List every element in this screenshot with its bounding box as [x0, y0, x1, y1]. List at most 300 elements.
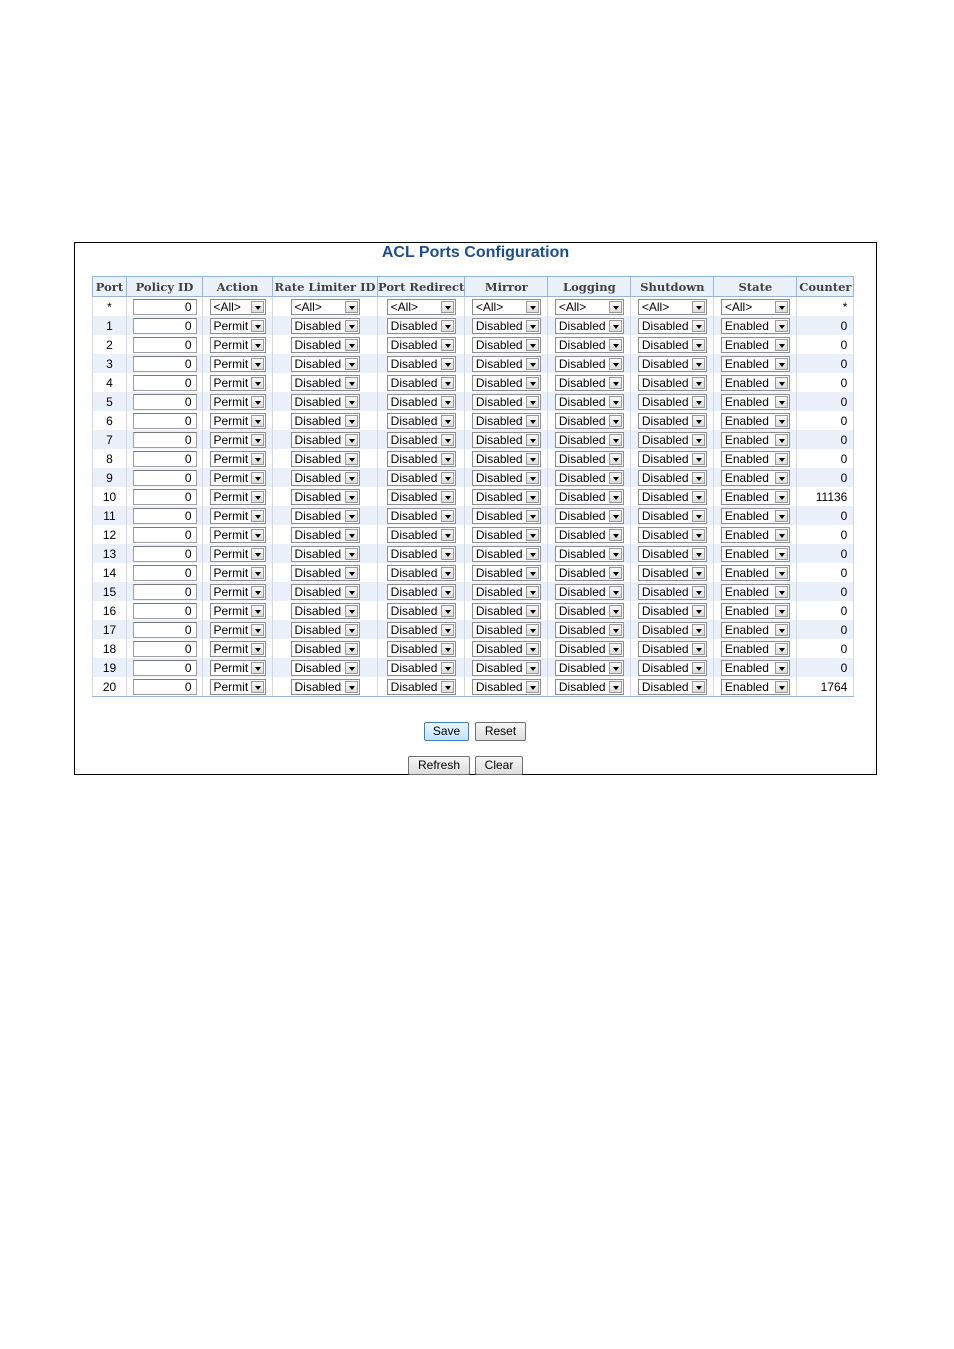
dropdown-arrow-icon[interactable] [609, 510, 622, 522]
policy-id-input[interactable]: 0 [133, 679, 197, 695]
dropdown-arrow-icon[interactable] [692, 681, 705, 693]
dropdown-arrow-icon[interactable] [609, 339, 622, 351]
dropdown-arrow-icon[interactable] [692, 567, 705, 579]
dropdown-arrow-icon[interactable] [345, 510, 358, 522]
dropdown-arrow-icon[interactable] [251, 301, 264, 313]
dropdown-arrow-icon[interactable] [526, 491, 539, 503]
state-select[interactable] [721, 394, 790, 410]
state-select[interactable] [721, 470, 790, 486]
policy-id-input[interactable]: 0 [133, 603, 197, 619]
dropdown-arrow-icon[interactable] [775, 472, 788, 484]
rate-limiter-id-select[interactable] [291, 470, 360, 486]
logging-select[interactable] [555, 622, 624, 638]
dropdown-arrow-icon[interactable] [345, 586, 358, 598]
action-select[interactable] [210, 584, 266, 600]
dropdown-arrow-icon[interactable] [692, 377, 705, 389]
dropdown-arrow-icon[interactable] [526, 548, 539, 560]
dropdown-arrow-icon[interactable] [441, 529, 454, 541]
logging-select[interactable] [555, 660, 624, 676]
port-redirect-select[interactable] [387, 299, 456, 315]
action-select[interactable] [210, 299, 266, 315]
port-redirect-select[interactable] [387, 508, 456, 524]
dropdown-arrow-icon[interactable] [251, 491, 264, 503]
dropdown-arrow-icon[interactable] [251, 434, 264, 446]
dropdown-arrow-icon[interactable] [526, 643, 539, 655]
dropdown-arrow-icon[interactable] [441, 377, 454, 389]
state-select[interactable] [721, 489, 790, 505]
dropdown-arrow-icon[interactable] [526, 453, 539, 465]
dropdown-arrow-icon[interactable] [441, 320, 454, 332]
dropdown-arrow-icon[interactable] [775, 681, 788, 693]
dropdown-arrow-icon[interactable] [441, 567, 454, 579]
shutdown-select[interactable] [638, 679, 707, 695]
dropdown-arrow-icon[interactable] [345, 567, 358, 579]
dropdown-arrow-icon[interactable] [775, 605, 788, 617]
logging-select[interactable] [555, 356, 624, 372]
policy-id-input[interactable]: 0 [133, 527, 197, 543]
logging-select[interactable] [555, 603, 624, 619]
rate-limiter-id-select[interactable] [291, 622, 360, 638]
dropdown-arrow-icon[interactable] [609, 377, 622, 389]
dropdown-arrow-icon[interactable] [441, 434, 454, 446]
action-select[interactable] [210, 546, 266, 562]
dropdown-arrow-icon[interactable] [775, 624, 788, 636]
dropdown-arrow-icon[interactable] [251, 415, 264, 427]
dropdown-arrow-icon[interactable] [775, 643, 788, 655]
port-redirect-select[interactable] [387, 679, 456, 695]
dropdown-arrow-icon[interactable] [251, 510, 264, 522]
reset-button[interactable]: Reset [475, 722, 526, 741]
mirror-select[interactable] [472, 318, 541, 334]
dropdown-arrow-icon[interactable] [609, 548, 622, 560]
dropdown-arrow-icon[interactable] [692, 301, 705, 313]
dropdown-arrow-icon[interactable] [609, 396, 622, 408]
logging-select[interactable] [555, 318, 624, 334]
dropdown-arrow-icon[interactable] [775, 453, 788, 465]
mirror-select[interactable] [472, 679, 541, 695]
policy-id-input[interactable]: 0 [133, 394, 197, 410]
dropdown-arrow-icon[interactable] [526, 339, 539, 351]
dropdown-arrow-icon[interactable] [692, 453, 705, 465]
dropdown-arrow-icon[interactable] [775, 415, 788, 427]
shutdown-select[interactable] [638, 660, 707, 676]
dropdown-arrow-icon[interactable] [251, 472, 264, 484]
dropdown-arrow-icon[interactable] [692, 643, 705, 655]
port-redirect-select[interactable] [387, 489, 456, 505]
rate-limiter-id-select[interactable] [291, 565, 360, 581]
dropdown-arrow-icon[interactable] [609, 358, 622, 370]
port-redirect-select[interactable] [387, 413, 456, 429]
policy-id-input[interactable]: 0 [133, 508, 197, 524]
policy-id-input[interactable]: 0 [133, 451, 197, 467]
dropdown-arrow-icon[interactable] [526, 529, 539, 541]
policy-id-input[interactable]: 0 [133, 641, 197, 657]
dropdown-arrow-icon[interactable] [526, 415, 539, 427]
logging-select[interactable] [555, 394, 624, 410]
state-select[interactable] [721, 299, 790, 315]
rate-limiter-id-select[interactable] [291, 299, 360, 315]
state-select[interactable] [721, 622, 790, 638]
dropdown-arrow-icon[interactable] [692, 548, 705, 560]
rate-limiter-id-select[interactable] [291, 394, 360, 410]
dropdown-arrow-icon[interactable] [609, 586, 622, 598]
dropdown-arrow-icon[interactable] [345, 605, 358, 617]
shutdown-select[interactable] [638, 337, 707, 353]
state-select[interactable] [721, 432, 790, 448]
rate-limiter-id-select[interactable] [291, 451, 360, 467]
dropdown-arrow-icon[interactable] [526, 586, 539, 598]
port-redirect-select[interactable] [387, 394, 456, 410]
mirror-select[interactable] [472, 527, 541, 543]
dropdown-arrow-icon[interactable] [526, 396, 539, 408]
dropdown-arrow-icon[interactable] [692, 396, 705, 408]
port-redirect-select[interactable] [387, 451, 456, 467]
dropdown-arrow-icon[interactable] [251, 643, 264, 655]
logging-select[interactable] [555, 375, 624, 391]
port-redirect-select[interactable] [387, 660, 456, 676]
policy-id-input[interactable]: 0 [133, 318, 197, 334]
shutdown-select[interactable] [638, 413, 707, 429]
state-select[interactable] [721, 356, 790, 372]
policy-id-input[interactable]: 0 [133, 622, 197, 638]
mirror-select[interactable] [472, 394, 541, 410]
mirror-select[interactable] [472, 432, 541, 448]
dropdown-arrow-icon[interactable] [345, 377, 358, 389]
dropdown-arrow-icon[interactable] [526, 301, 539, 313]
dropdown-arrow-icon[interactable] [609, 624, 622, 636]
rate-limiter-id-select[interactable] [291, 489, 360, 505]
action-select[interactable] [210, 451, 266, 467]
dropdown-arrow-icon[interactable] [251, 339, 264, 351]
logging-select[interactable] [555, 432, 624, 448]
port-redirect-select[interactable] [387, 318, 456, 334]
mirror-select[interactable] [472, 375, 541, 391]
dropdown-arrow-icon[interactable] [441, 453, 454, 465]
dropdown-arrow-icon[interactable] [526, 605, 539, 617]
shutdown-select[interactable] [638, 622, 707, 638]
dropdown-arrow-icon[interactable] [526, 472, 539, 484]
port-redirect-select[interactable] [387, 603, 456, 619]
dropdown-arrow-icon[interactable] [526, 567, 539, 579]
action-select[interactable] [210, 337, 266, 353]
rate-limiter-id-select[interactable] [291, 679, 360, 695]
rate-limiter-id-select[interactable] [291, 584, 360, 600]
dropdown-arrow-icon[interactable] [345, 643, 358, 655]
dropdown-arrow-icon[interactable] [251, 548, 264, 560]
dropdown-arrow-icon[interactable] [441, 586, 454, 598]
port-redirect-select[interactable] [387, 375, 456, 391]
dropdown-arrow-icon[interactable] [345, 301, 358, 313]
action-select[interactable] [210, 394, 266, 410]
state-select[interactable] [721, 660, 790, 676]
rate-limiter-id-select[interactable] [291, 546, 360, 562]
port-redirect-select[interactable] [387, 622, 456, 638]
dropdown-arrow-icon[interactable] [345, 472, 358, 484]
dropdown-arrow-icon[interactable] [609, 320, 622, 332]
action-select[interactable] [210, 660, 266, 676]
dropdown-arrow-icon[interactable] [775, 301, 788, 313]
dropdown-arrow-icon[interactable] [609, 415, 622, 427]
dropdown-arrow-icon[interactable] [441, 643, 454, 655]
logging-select[interactable] [555, 413, 624, 429]
mirror-select[interactable] [472, 565, 541, 581]
state-select[interactable] [721, 584, 790, 600]
clear-button[interactable]: Clear [475, 756, 523, 775]
action-select[interactable] [210, 432, 266, 448]
dropdown-arrow-icon[interactable] [251, 681, 264, 693]
dropdown-arrow-icon[interactable] [251, 605, 264, 617]
policy-id-input[interactable]: 0 [133, 470, 197, 486]
dropdown-arrow-icon[interactable] [692, 529, 705, 541]
dropdown-arrow-icon[interactable] [692, 624, 705, 636]
dropdown-arrow-icon[interactable] [526, 320, 539, 332]
dropdown-arrow-icon[interactable] [345, 396, 358, 408]
mirror-select[interactable] [472, 641, 541, 657]
dropdown-arrow-icon[interactable] [775, 358, 788, 370]
dropdown-arrow-icon[interactable] [345, 320, 358, 332]
dropdown-arrow-icon[interactable] [692, 605, 705, 617]
shutdown-select[interactable] [638, 527, 707, 543]
dropdown-arrow-icon[interactable] [345, 415, 358, 427]
state-select[interactable] [721, 318, 790, 334]
state-select[interactable] [721, 508, 790, 524]
dropdown-arrow-icon[interactable] [692, 586, 705, 598]
dropdown-arrow-icon[interactable] [345, 529, 358, 541]
dropdown-arrow-icon[interactable] [609, 529, 622, 541]
dropdown-arrow-icon[interactable] [345, 662, 358, 674]
refresh-button[interactable]: Refresh [408, 756, 470, 775]
action-select[interactable] [210, 318, 266, 334]
dropdown-arrow-icon[interactable] [775, 548, 788, 560]
action-select[interactable] [210, 641, 266, 657]
dropdown-arrow-icon[interactable] [345, 624, 358, 636]
logging-select[interactable] [555, 584, 624, 600]
logging-select[interactable] [555, 451, 624, 467]
state-select[interactable] [721, 451, 790, 467]
action-select[interactable] [210, 508, 266, 524]
dropdown-arrow-icon[interactable] [441, 491, 454, 503]
dropdown-arrow-icon[interactable] [251, 320, 264, 332]
dropdown-arrow-icon[interactable] [345, 339, 358, 351]
dropdown-arrow-icon[interactable] [441, 472, 454, 484]
rate-limiter-id-select[interactable] [291, 337, 360, 353]
state-select[interactable] [721, 375, 790, 391]
dropdown-arrow-icon[interactable] [692, 434, 705, 446]
action-select[interactable] [210, 413, 266, 429]
shutdown-select[interactable] [638, 584, 707, 600]
dropdown-arrow-icon[interactable] [441, 510, 454, 522]
dropdown-arrow-icon[interactable] [775, 491, 788, 503]
action-select[interactable] [210, 622, 266, 638]
dropdown-arrow-icon[interactable] [692, 339, 705, 351]
policy-id-input[interactable]: 0 [133, 356, 197, 372]
dropdown-arrow-icon[interactable] [251, 529, 264, 541]
dropdown-arrow-icon[interactable] [441, 358, 454, 370]
state-select[interactable] [721, 565, 790, 581]
shutdown-select[interactable] [638, 603, 707, 619]
logging-select[interactable] [555, 546, 624, 562]
logging-select[interactable] [555, 641, 624, 657]
dropdown-arrow-icon[interactable] [526, 624, 539, 636]
logging-select[interactable] [555, 565, 624, 581]
port-redirect-select[interactable] [387, 565, 456, 581]
dropdown-arrow-icon[interactable] [609, 472, 622, 484]
state-select[interactable] [721, 679, 790, 695]
policy-id-input[interactable]: 0 [133, 375, 197, 391]
shutdown-select[interactable] [638, 375, 707, 391]
rate-limiter-id-select[interactable] [291, 356, 360, 372]
dropdown-arrow-icon[interactable] [526, 434, 539, 446]
shutdown-select[interactable] [638, 508, 707, 524]
rate-limiter-id-select[interactable] [291, 432, 360, 448]
mirror-select[interactable] [472, 356, 541, 372]
dropdown-arrow-icon[interactable] [609, 643, 622, 655]
shutdown-select[interactable] [638, 318, 707, 334]
shutdown-select[interactable] [638, 299, 707, 315]
action-select[interactable] [210, 565, 266, 581]
dropdown-arrow-icon[interactable] [609, 662, 622, 674]
dropdown-arrow-icon[interactable] [775, 510, 788, 522]
dropdown-arrow-icon[interactable] [441, 662, 454, 674]
dropdown-arrow-icon[interactable] [251, 624, 264, 636]
dropdown-arrow-icon[interactable] [251, 662, 264, 674]
policy-id-input[interactable]: 0 [133, 546, 197, 562]
policy-id-input[interactable]: 0 [133, 565, 197, 581]
logging-select[interactable] [555, 470, 624, 486]
rate-limiter-id-select[interactable] [291, 318, 360, 334]
logging-select[interactable] [555, 508, 624, 524]
action-select[interactable] [210, 356, 266, 372]
dropdown-arrow-icon[interactable] [441, 681, 454, 693]
dropdown-arrow-icon[interactable] [441, 301, 454, 313]
dropdown-arrow-icon[interactable] [775, 586, 788, 598]
dropdown-arrow-icon[interactable] [692, 472, 705, 484]
shutdown-select[interactable] [638, 394, 707, 410]
dropdown-arrow-icon[interactable] [692, 510, 705, 522]
state-select[interactable] [721, 641, 790, 657]
policy-id-input[interactable]: 0 [133, 299, 197, 315]
action-select[interactable] [210, 375, 266, 391]
dropdown-arrow-icon[interactable] [609, 301, 622, 313]
action-select[interactable] [210, 603, 266, 619]
rate-limiter-id-select[interactable] [291, 641, 360, 657]
dropdown-arrow-icon[interactable] [345, 548, 358, 560]
shutdown-select[interactable] [638, 432, 707, 448]
dropdown-arrow-icon[interactable] [345, 358, 358, 370]
logging-select[interactable] [555, 299, 624, 315]
dropdown-arrow-icon[interactable] [526, 510, 539, 522]
mirror-select[interactable] [472, 660, 541, 676]
port-redirect-select[interactable] [387, 356, 456, 372]
dropdown-arrow-icon[interactable] [692, 320, 705, 332]
dropdown-arrow-icon[interactable] [775, 529, 788, 541]
dropdown-arrow-icon[interactable] [775, 320, 788, 332]
logging-select[interactable] [555, 489, 624, 505]
dropdown-arrow-icon[interactable] [775, 396, 788, 408]
policy-id-input[interactable]: 0 [133, 660, 197, 676]
dropdown-arrow-icon[interactable] [609, 681, 622, 693]
shutdown-select[interactable] [638, 451, 707, 467]
dropdown-arrow-icon[interactable] [692, 662, 705, 674]
rate-limiter-id-select[interactable] [291, 527, 360, 543]
action-select[interactable] [210, 527, 266, 543]
policy-id-input[interactable]: 0 [133, 337, 197, 353]
port-redirect-select[interactable] [387, 546, 456, 562]
mirror-select[interactable] [472, 413, 541, 429]
port-redirect-select[interactable] [387, 432, 456, 448]
dropdown-arrow-icon[interactable] [609, 567, 622, 579]
dropdown-arrow-icon[interactable] [441, 396, 454, 408]
dropdown-arrow-icon[interactable] [692, 415, 705, 427]
rate-limiter-id-select[interactable] [291, 508, 360, 524]
state-select[interactable] [721, 546, 790, 562]
action-select[interactable] [210, 470, 266, 486]
mirror-select[interactable] [472, 508, 541, 524]
policy-id-input[interactable]: 0 [133, 584, 197, 600]
dropdown-arrow-icon[interactable] [441, 605, 454, 617]
dropdown-arrow-icon[interactable] [441, 624, 454, 636]
dropdown-arrow-icon[interactable] [609, 434, 622, 446]
mirror-select[interactable] [472, 584, 541, 600]
dropdown-arrow-icon[interactable] [441, 548, 454, 560]
shutdown-select[interactable] [638, 641, 707, 657]
dropdown-arrow-icon[interactable] [775, 339, 788, 351]
dropdown-arrow-icon[interactable] [526, 681, 539, 693]
dropdown-arrow-icon[interactable] [526, 377, 539, 389]
dropdown-arrow-icon[interactable] [775, 567, 788, 579]
action-select[interactable] [210, 679, 266, 695]
policy-id-input[interactable]: 0 [133, 489, 197, 505]
rate-limiter-id-select[interactable] [291, 603, 360, 619]
policy-id-input[interactable]: 0 [133, 413, 197, 429]
dropdown-arrow-icon[interactable] [345, 453, 358, 465]
dropdown-arrow-icon[interactable] [775, 434, 788, 446]
policy-id-input[interactable]: 0 [133, 432, 197, 448]
port-redirect-select[interactable] [387, 584, 456, 600]
logging-select[interactable] [555, 337, 624, 353]
logging-select[interactable] [555, 679, 624, 695]
mirror-select[interactable] [472, 546, 541, 562]
dropdown-arrow-icon[interactable] [609, 453, 622, 465]
state-select[interactable] [721, 527, 790, 543]
save-button[interactable]: Save [424, 722, 469, 741]
dropdown-arrow-icon[interactable] [251, 377, 264, 389]
rate-limiter-id-select[interactable] [291, 660, 360, 676]
dropdown-arrow-icon[interactable] [775, 662, 788, 674]
dropdown-arrow-icon[interactable] [345, 434, 358, 446]
dropdown-arrow-icon[interactable] [441, 415, 454, 427]
rate-limiter-id-select[interactable] [291, 413, 360, 429]
shutdown-select[interactable] [638, 356, 707, 372]
port-redirect-select[interactable] [387, 641, 456, 657]
mirror-select[interactable] [472, 489, 541, 505]
mirror-select[interactable] [472, 299, 541, 315]
dropdown-arrow-icon[interactable] [526, 358, 539, 370]
mirror-select[interactable] [472, 337, 541, 353]
dropdown-arrow-icon[interactable] [609, 605, 622, 617]
shutdown-select[interactable] [638, 546, 707, 562]
port-redirect-select[interactable] [387, 527, 456, 543]
dropdown-arrow-icon[interactable] [251, 586, 264, 598]
action-select[interactable] [210, 489, 266, 505]
mirror-select[interactable] [472, 451, 541, 467]
shutdown-select[interactable] [638, 565, 707, 581]
shutdown-select[interactable] [638, 470, 707, 486]
dropdown-arrow-icon[interactable] [251, 396, 264, 408]
state-select[interactable] [721, 603, 790, 619]
dropdown-arrow-icon[interactable] [251, 358, 264, 370]
state-select[interactable] [721, 337, 790, 353]
